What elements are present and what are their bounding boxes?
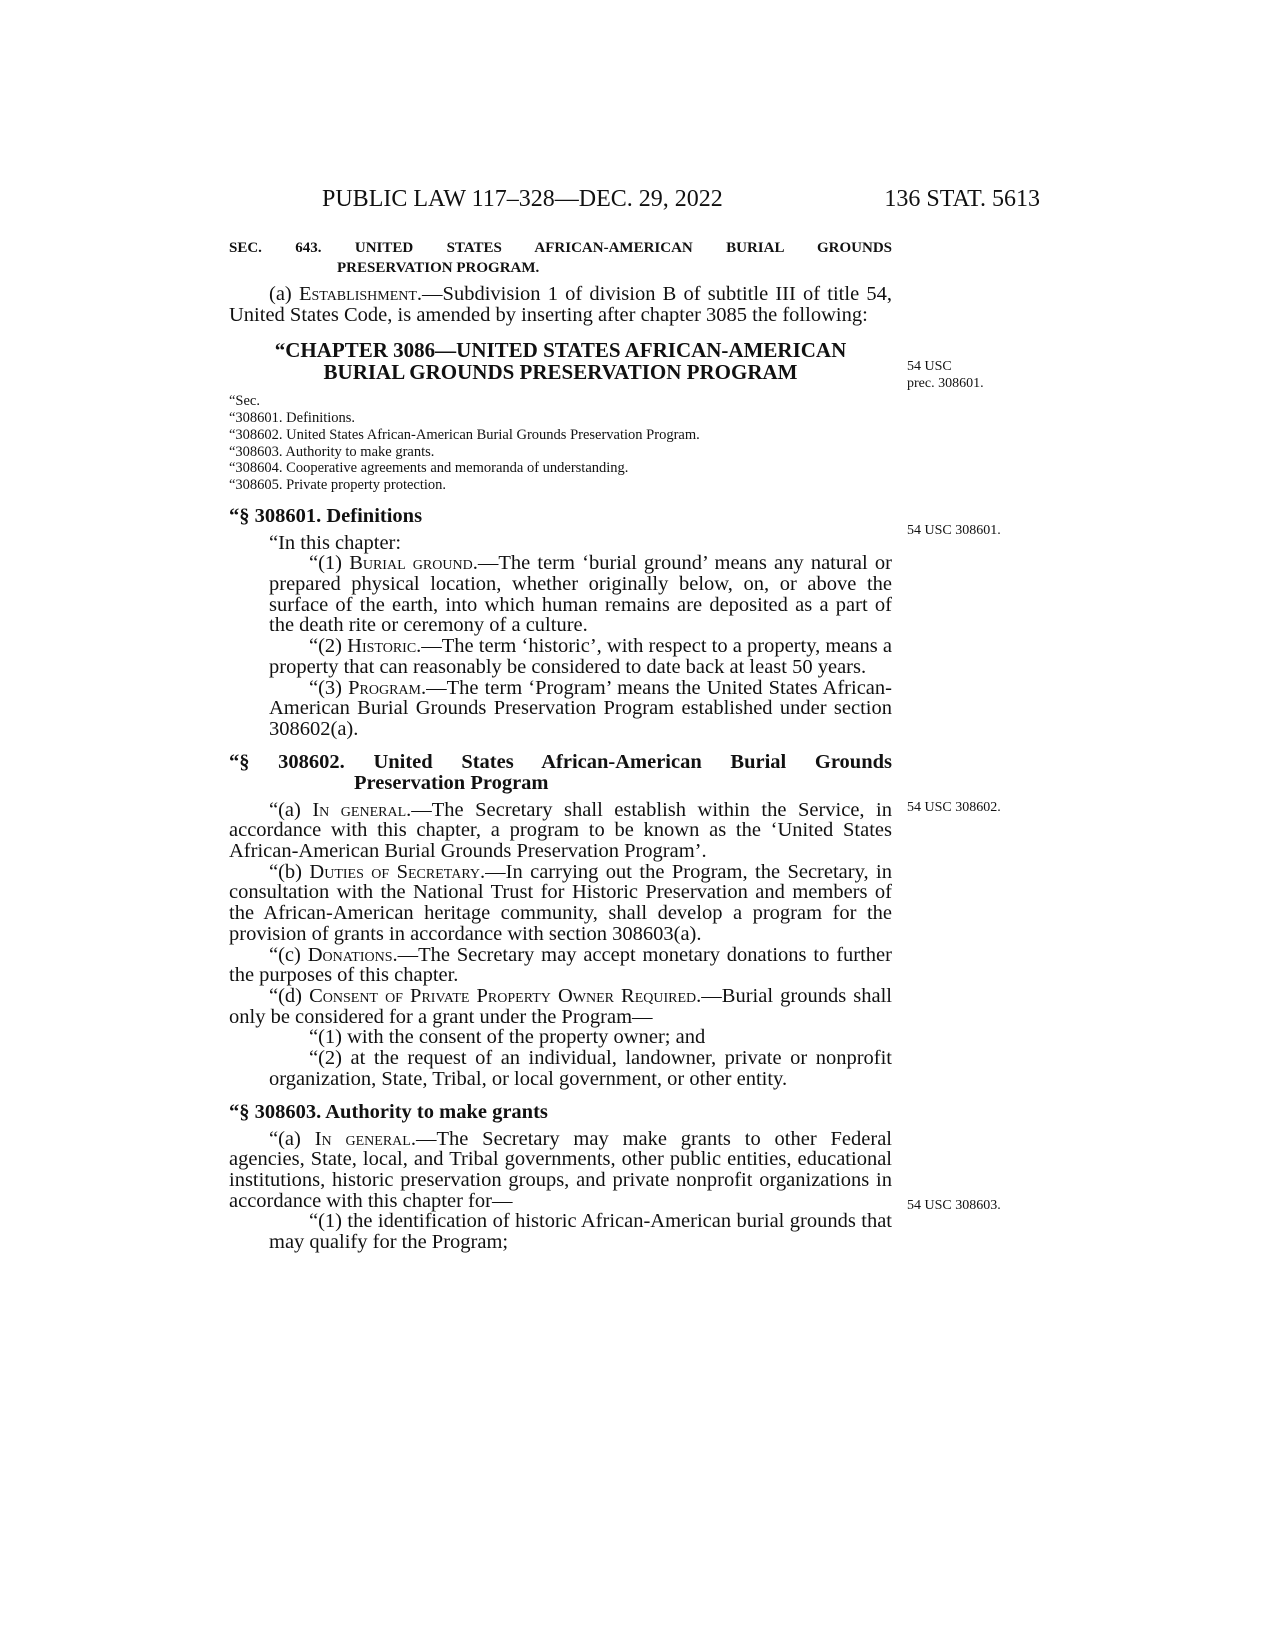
margin-note-chapter-line1: 54 USC: [907, 359, 952, 374]
section-308602-heading-line2: Preservation Program: [354, 771, 549, 794]
running-head-left: PUBLIC LAW 117–328—DEC. 29, 2022: [322, 186, 723, 212]
section-308602-c-title: Donations: [307, 943, 393, 966]
definition-3-title: Program: [348, 676, 421, 699]
chapter-title-line2: BURIAL GROUNDS PRESERVATION PROGRAM: [323, 360, 798, 385]
section-308603-a-label: “(a): [269, 1127, 315, 1150]
section-308602-a-label: “(a): [269, 798, 313, 821]
section-308602-d-paragraph-1: “(1) with the consent of the property owner; and: [309, 1026, 706, 1049]
definition-3-label: “(3): [309, 676, 349, 699]
definition-3-text: .—The term ‘Program’ means the United States African-American Burial Grounds Preservation Program established under section 308602(a).: [269, 676, 892, 740]
chapter-title: [229, 339, 892, 383]
section-308602-d-text: .—Burial grounds shall only be considered for a grant under the Program—: [229, 984, 892, 1028]
section-308603-subsection-a: [229, 1129, 892, 1212]
definition-1-title: Burial ground: [349, 552, 473, 575]
body-column: [229, 238, 892, 1253]
definition-program: [229, 678, 892, 740]
section-308602-heading-line1: “§ 308602. United States African-American Burial Grounds: [229, 750, 892, 773]
definition-burial-ground: [229, 553, 892, 636]
margin-note-chapter-line2: prec. 308601.: [907, 376, 984, 391]
toc-sec-label: “Sec.: [229, 393, 260, 410]
section-643-heading-line1: SEC. 643. UNITED STATES AFRICAN-AMERICAN BURIAL GROUNDS: [229, 240, 892, 256]
section-308602-d-label: “(d): [269, 984, 310, 1007]
section-308603-a-paragraph-1: “(1) the identification of historic African-American burial grounds that may qualify for the Program;: [269, 1210, 892, 1254]
chapter-title-line1: “CHAPTER 3086—UNITED STATES AFRICAN-AMERICAN: [274, 338, 847, 363]
definition-1-text: .—The term ‘burial ground’ means any natural or prepared physical location, whether originally below, on, or above the surface of the earth, into which human remains are deposited as a part of the death rite or ceremony of a culture.: [269, 552, 892, 637]
toc-item: “308603. Authority to make grants.: [229, 443, 435, 460]
section-308602-subsection-b: [229, 862, 892, 945]
section-308602-b-title: Duties of Secretary: [309, 860, 480, 883]
section-308603-a-text: .—The Secretary may make grants to other Federal agencies, State, local, and Tribal governments, other public entities, educational institutions, historic preservation groups, and private nonprofit organizations in accordance with this chapter for—: [229, 1127, 892, 1212]
section-308603-heading: “§ 308603. Authority to make grants: [229, 1100, 548, 1123]
section-643-a-text: .—Subdivision 1 of division B of subtitle III of title 54, United States Code, is amended by inserting after chapter 3085 the following:: [229, 283, 892, 326]
section-308601-heading: “§ 308601. Definitions: [229, 504, 423, 527]
section-643-a-label: (a): [269, 283, 299, 305]
section-308602-b-label: “(b): [269, 860, 310, 883]
definition-historic: [229, 636, 892, 677]
definition-2-text: .—The term ‘historic’, with respect to a property, means a property that can reasonably be considered to date back at least 50 years.: [269, 635, 892, 678]
definition-2-label: “(2): [309, 635, 348, 658]
section-308601-intro: “In this chapter:: [269, 531, 402, 554]
section-308602-d-paragraph-2: “(2) at the request of an individual, landowner, private or nonprofit organization, State, Tribal, or local government, or other entity.: [269, 1047, 892, 1090]
toc-item: “308602. United States African-American Burial Grounds Preservation Program.: [229, 426, 700, 443]
section-308602-subsection-d: [229, 986, 892, 1027]
margin-note-308602: 54 USC 308602.: [907, 800, 1001, 815]
section-643-subsection-a: [229, 284, 892, 325]
section-308602-c-label: “(c): [269, 943, 308, 966]
section-643-heading-line2: PRESERVATION PROGRAM.: [337, 260, 540, 276]
section-308603-a-title: In general: [314, 1127, 411, 1150]
toc-item: “308601. Definitions.: [229, 410, 356, 427]
section-308602-a-text: .—The Secretary shall establish within the Service, in accordance with this chapter, a program to be known as the ‘United States African-American Burial Grounds Preservation Program’.: [229, 798, 893, 863]
section-308602-subsection-c: [229, 945, 892, 986]
definition-2-title: Historic: [347, 635, 417, 658]
section-308602-c-text: .—The Secretary may accept monetary donations to further the purposes of this chapter.: [229, 943, 892, 987]
definition-1-label: “(1): [309, 552, 350, 575]
margin-note-chapter: [907, 358, 1057, 392]
running-head-right: 136 STAT. 5613: [884, 186, 1040, 212]
section-308602-d-title: Consent of Private Property Owner Required: [309, 984, 697, 1007]
chapter-table-of-contents: [229, 393, 892, 493]
margin-note-308603: 54 USC 308603.: [907, 1198, 1001, 1213]
section-308602-subsection-a: [229, 800, 892, 862]
margin-note-308601: 54 USC 308601.: [907, 523, 1001, 538]
toc-item: “308604. Cooperative agreements and memoranda of understanding.: [229, 460, 629, 477]
section-308602-a-title: In general: [312, 798, 407, 821]
section-308602-b-text: .—In carrying out the Program, the Secretary, in consultation with the National Trust for Historic Preservation and members of the African-American heritage community, shall develop a program for the provision of grants in accordance with section 308603(a).: [229, 860, 892, 945]
running-head: [322, 186, 1040, 216]
section-643-a-title: Establishment: [298, 283, 417, 305]
toc-item: “308605. Private property protection.: [229, 476, 447, 493]
